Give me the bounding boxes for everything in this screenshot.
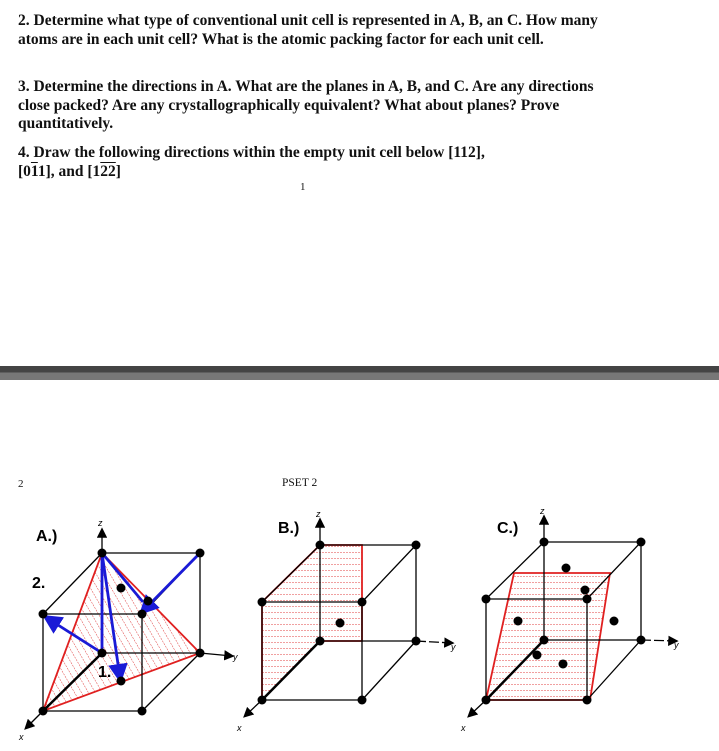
y-axis	[200, 653, 232, 656]
running-head: PSET 2	[282, 477, 318, 489]
z-axis-label: z	[98, 518, 103, 528]
page-number: 2	[18, 478, 24, 490]
y-axis	[416, 641, 452, 643]
page-2	[0, 380, 719, 751]
problem-text: Draw the following directions within the empty unit cell below [112],	[33, 144, 485, 161]
x-axis-label: x	[461, 723, 466, 733]
problem-text: Determine the directions in A. What are the planes in A, B, and C. Are any directions close packed? Are any crystallographically equivalent? What about planes? Prove quantitatively.	[18, 78, 594, 132]
figure-c-label: C.)	[497, 520, 519, 537]
unit-cell-figures	[0, 380, 719, 751]
problem-number: 2.	[18, 12, 30, 29]
figure-a-direction-2-label: 2.	[32, 575, 46, 592]
figure-a-label: A.)	[36, 528, 58, 545]
problem-number: 3.	[18, 78, 30, 95]
figure-b-plane	[262, 545, 362, 700]
page-separator	[0, 366, 719, 380]
x-axis-label: x	[19, 732, 24, 742]
figure-c	[460, 506, 679, 733]
y-axis-label: y	[674, 640, 679, 650]
problem-number: 4.	[18, 144, 30, 161]
figure-b	[236, 509, 456, 733]
figure-a-direction-1-label: 1.	[98, 664, 112, 681]
z-axis-label: z	[540, 506, 545, 516]
direction-2: [011], and [122]	[18, 162, 121, 180]
z-axis-label: z	[316, 509, 321, 519]
figure-b-label: B.)	[278, 520, 300, 537]
problem-3	[18, 78, 598, 134]
x-axis-label: x	[237, 723, 242, 733]
problem-4	[18, 144, 598, 181]
y-axis-label: y	[451, 642, 456, 652]
figure-a	[18, 518, 238, 742]
problem-2	[18, 12, 598, 49]
y-axis	[641, 640, 676, 641]
problem-text: Determine what type of conventional unit cell is represented in A, B, an C. How many atoms are in each unit cell? What is the atomic packing factor for each unit cell.	[18, 12, 598, 48]
y-axis-label: y	[233, 652, 238, 662]
page-number: 1	[300, 181, 306, 193]
page-1	[0, 0, 719, 366]
